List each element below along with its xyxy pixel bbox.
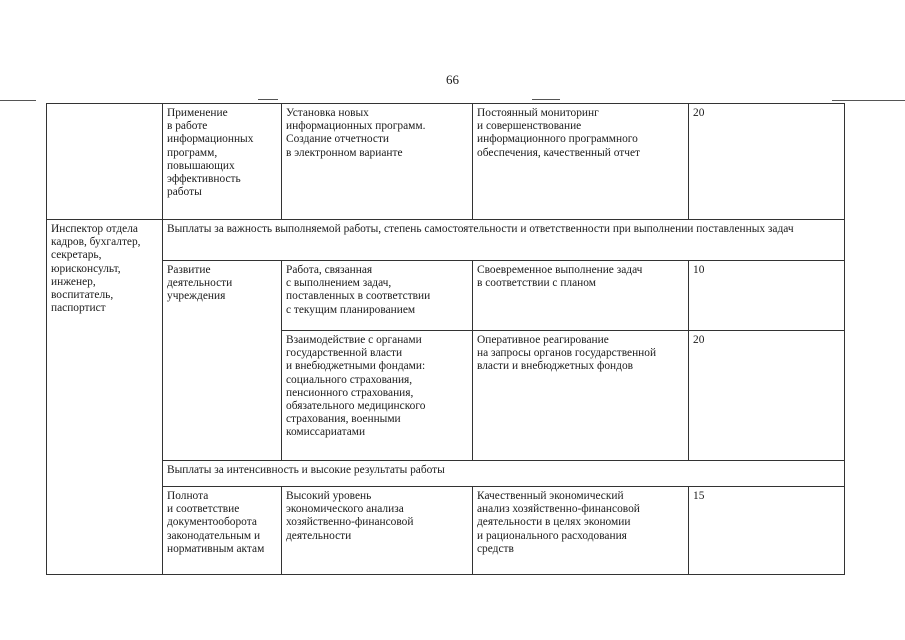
points-cell: 20 (689, 104, 845, 220)
section-row (47, 461, 845, 487)
page-number: 66 (446, 72, 459, 87)
points-cell: 10 (689, 261, 845, 331)
position-group-cell: Инспектор отдела кадров, бухгалтер, секретарь, юрисконсульт, инженер, воспитатель, паспортист (47, 220, 163, 575)
condition-cell: Установка новых информационных программ. Создание отчетности в электронном варианте (282, 104, 473, 220)
top-rule-right (832, 100, 905, 101)
indicator-cell: Оперативное реагирование на запросы органов государственной власти и внебюджетных фондов (473, 331, 689, 461)
section-row (47, 220, 845, 261)
points-cell: 20 (689, 331, 845, 461)
criterion-cell: Полнота и соответствие документооборота законодательным и нормативным актам (163, 487, 282, 575)
table-row (47, 487, 845, 575)
section-heading-intensity: Выплаты за интенсивность и высокие результаты работы (163, 461, 845, 487)
criterion-cell: Развитие деятельности учреждения (163, 261, 282, 461)
criterion-cell: Применение в работе информационных программ, повышающих эффективность работы (163, 104, 282, 220)
indicator-cell: Постоянный мониторинг и совершенствование информационного программного обеспечения, качественный отчет (473, 104, 689, 220)
indicator-cell: Качественный экономический анализ хозяйственно-финансовой деятельности в целях экономии и рационального расходования средств (473, 487, 689, 575)
position-cell-empty (47, 104, 163, 220)
top-rule-mid-right (532, 99, 560, 100)
table-row (47, 261, 845, 331)
condition-cell: Работа, связанная с выполнением задач, поставленных в соответствии с текущим планированием (282, 261, 473, 331)
section-heading-importance: Выплаты за важность выполняемой работы, степень самостоятельности и ответственности при выполнении поставленных задач (163, 220, 845, 261)
condition-cell: Взаимодействие с органами государственной власти и внебюджетными фондами: социального страхования, пенсионного страхования, обязательного медицинского страхования, военными комиссариатами (282, 331, 473, 461)
criteria-table (46, 103, 845, 575)
top-rule-left (0, 100, 36, 101)
table-row (47, 104, 845, 220)
indicator-cell: Своевременное выполнение задач в соответствии с планом (473, 261, 689, 331)
top-rule-mid-left (258, 99, 278, 100)
condition-cell: Высокий уровень экономического анализа хозяйственно-финансовой деятельности (282, 487, 473, 575)
points-cell: 15 (689, 487, 845, 575)
